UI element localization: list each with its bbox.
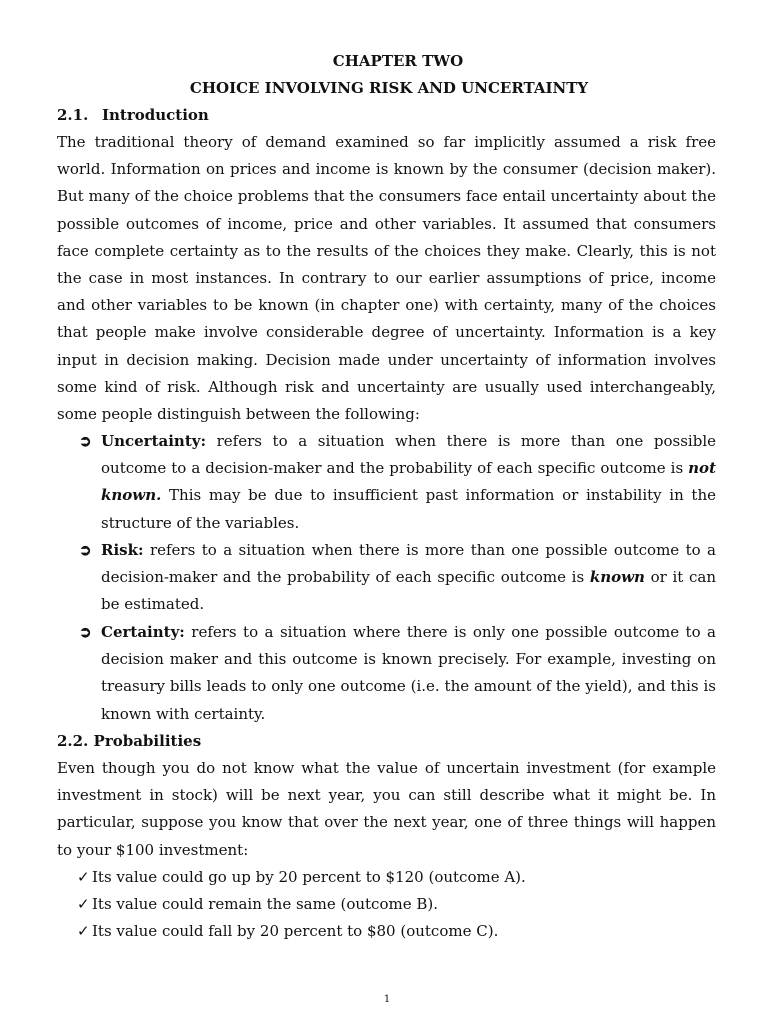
check-mark-icon: ✓ — [77, 922, 90, 940]
chapter-title: CHOICE INVOLVING RISK AND UNCERTAINTY — [189, 79, 589, 97]
bullet-text-after: or it can be estimated. — [101, 568, 716, 614]
bullet-emphasis: not known. — [101, 459, 716, 505]
bullet-text: refers to a situation when there is more than one possible outcome to a decision-maker and the probability of each specific outcome is — [101, 541, 716, 587]
bullet-term: Uncertainty: — [101, 432, 206, 450]
chapter-label: CHAPTER TWO — [332, 52, 464, 70]
bullet-term: Risk: — [101, 541, 144, 559]
bullet-risk — [79, 537, 716, 619]
check-mark-icon: ✓ — [77, 868, 90, 886]
bullet-text-after: This may be due to insufficient past information or instability in the structure of the variables. — [101, 486, 716, 532]
check-mark-icon: ✓ — [77, 895, 90, 913]
arrow-bullet-icon: ➲ — [79, 432, 92, 450]
outcome-item — [77, 864, 526, 891]
outcome-item — [77, 918, 498, 945]
section-title: Introduction — [102, 106, 209, 124]
section-heading-introduction — [57, 106, 209, 124]
outcome-item — [77, 891, 438, 918]
outcome-text: Its value could fall by 20 percent to $80 (outcome C). — [92, 922, 499, 940]
arrow-bullet-icon: ➲ — [79, 541, 92, 559]
outcome-text: Its value could go up by 20 percent to $120 (outcome A). — [92, 868, 526, 886]
section-heading-probabilities: 2.2. Probabilities — [57, 732, 202, 750]
probabilities-paragraph: Even though you do not know what the value of uncertain investment (for example investment in stock) will be next year, you can still describe what it might be. In particular, suppose you know that over the next year, one of three things will happen to your $100 investment: — [57, 759, 716, 859]
bullet-term: Certainty: — [101, 623, 185, 641]
bullet-uncertainty — [79, 428, 716, 537]
introduction-paragraph: The traditional theory of demand examined so far implicitly assumed a risk free world. Information on prices and income is known by the consumer (decision maker). But many of the choice problems that the consumers face entail uncertainty about the possible outcomes of income, price and other variables. It assumed that consumers face complete certainty as to the results of the choices they make. Clearly, this is not the case in most instances. In contrary to our earlier assumptions of price, income and other variables to be known (in chapter one) with certainty, many of the choices that people make involve considerable degree of uncertainty. Information is a key input in decision making. Decision made under uncertainty of information involves some kind of risk. Although risk and uncertainty are usually used interchangeably, some people distinguish between the following: — [57, 133, 716, 424]
bullet-text: refers to a situation where there is only one possible outcome to a decision maker and this outcome is known precisely. For example, investing on treasury bills leads to only one outcome (i.e. the amount of the yield), and this is known with certainty. — [101, 623, 716, 723]
bullet-certainty — [79, 619, 716, 728]
bullet-text: refers to a situation when there is more than one possible outcome to a decision-maker and the probability of each specific outcome is — [101, 432, 716, 478]
bullet-emphasis: known — [589, 568, 645, 587]
section-number: 2.1. — [57, 106, 89, 124]
arrow-bullet-icon: ➲ — [79, 623, 92, 641]
page-number: 1 — [383, 994, 391, 1005]
outcome-text: Its value could remain the same (outcome B). — [92, 895, 438, 913]
